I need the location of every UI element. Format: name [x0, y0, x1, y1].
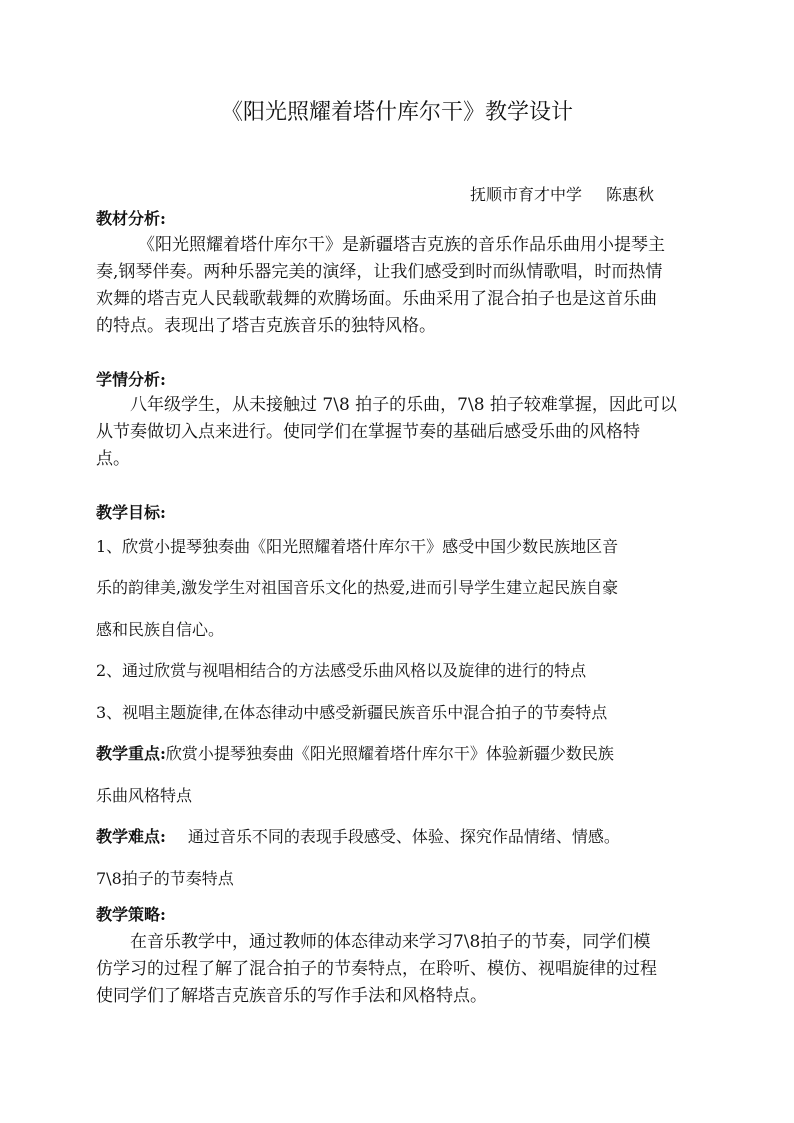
objective-1-line-1: 1、欣赏小提琴独奏曲《阳光照耀着塔什库尔干》感受中国少数民族地区音 [96, 537, 619, 556]
material-analysis-line-3: 欢舞的塔吉克人民载歌载舞的欢腾场面。乐曲采用了混合拍子也是这首乐曲 [96, 289, 657, 309]
section-heading-student-analysis: 学情分析: [96, 370, 166, 389]
material-analysis-line-2: 奏,钢琴伴奏。两种乐器完美的演绎，让我们感受到时而纵情歌唱，时而热情 [96, 262, 663, 282]
strategy-line-2: 仿学习的过程了解了混合拍子的节奏特点，在聆听、模仿、视唱旋律的过程 [96, 959, 657, 979]
section-heading-objectives: 教学目标: [96, 503, 166, 522]
objective-2: 2、通过欣赏与视唱相结合的方法感受乐曲风格以及旋律的进行的特点 [96, 661, 587, 680]
key-points-line-2: 乐曲风格特点 [96, 786, 193, 805]
section-heading-material-analysis: 教材分析: [96, 209, 166, 228]
student-analysis-line-2: 从节奏做切入点来进行。使同学们在掌握节奏的基础后感受乐曲的风格特 [96, 422, 640, 442]
material-analysis-line-1: 《阳光照耀着塔什库尔干》是新疆塔吉克族的音乐作品乐曲用小提琴主 [138, 235, 665, 255]
author-name: 陈惠秋 [606, 185, 655, 204]
student-analysis-line-1: 八年级学生，从未接触过 7\8 拍子的乐曲，7\8 拍子较难掌握，因此可以 [130, 395, 677, 415]
difficulties-label: 教学难点: [96, 827, 166, 846]
material-analysis-line-4: 的特点。表现出了塔吉克族音乐的独特风格。 [96, 316, 436, 336]
key-points-line-1 [96, 741, 614, 767]
objective-1-line-3: 感和民族自信心。 [96, 620, 225, 639]
strategy-line-3: 使同学们了解塔吉克族音乐的写作手法和风格特点。 [96, 986, 487, 1006]
difficulties-line-1 [96, 824, 620, 850]
document-title: 《阳光照耀着塔什库尔干》教学设计 [220, 100, 573, 125]
key-points-label: 教学重点: [96, 744, 166, 763]
objective-3: 3、视唱主题旋律,在体态律动中感受新疆民族音乐中混合拍子的节奏特点 [96, 703, 608, 722]
strategy-line-1: 在音乐教学中，通过教师的体态律动来学习7\8拍子的节奏，同学们模 [130, 932, 651, 952]
student-analysis-line-3: 点。 [96, 449, 130, 469]
difficulties-text: 通过音乐不同的表现手段感受、体验、探究作品情绪、情感。 [187, 827, 620, 846]
section-heading-strategy: 教学策略: [96, 905, 166, 924]
author-line [470, 183, 654, 207]
author-school: 抚顺市育才中学 [470, 185, 583, 204]
key-points-text: 欣赏小提琴独奏曲《阳光照耀着塔什库尔干》体验新疆少数民族 [165, 744, 614, 763]
difficulties-line-2: 7\8拍子的节奏特点 [96, 869, 234, 888]
objective-1-line-2: 乐的韵律美,激发学生对祖国音乐文化的热爱,进而引导学生建立起民族自豪 [96, 578, 619, 597]
